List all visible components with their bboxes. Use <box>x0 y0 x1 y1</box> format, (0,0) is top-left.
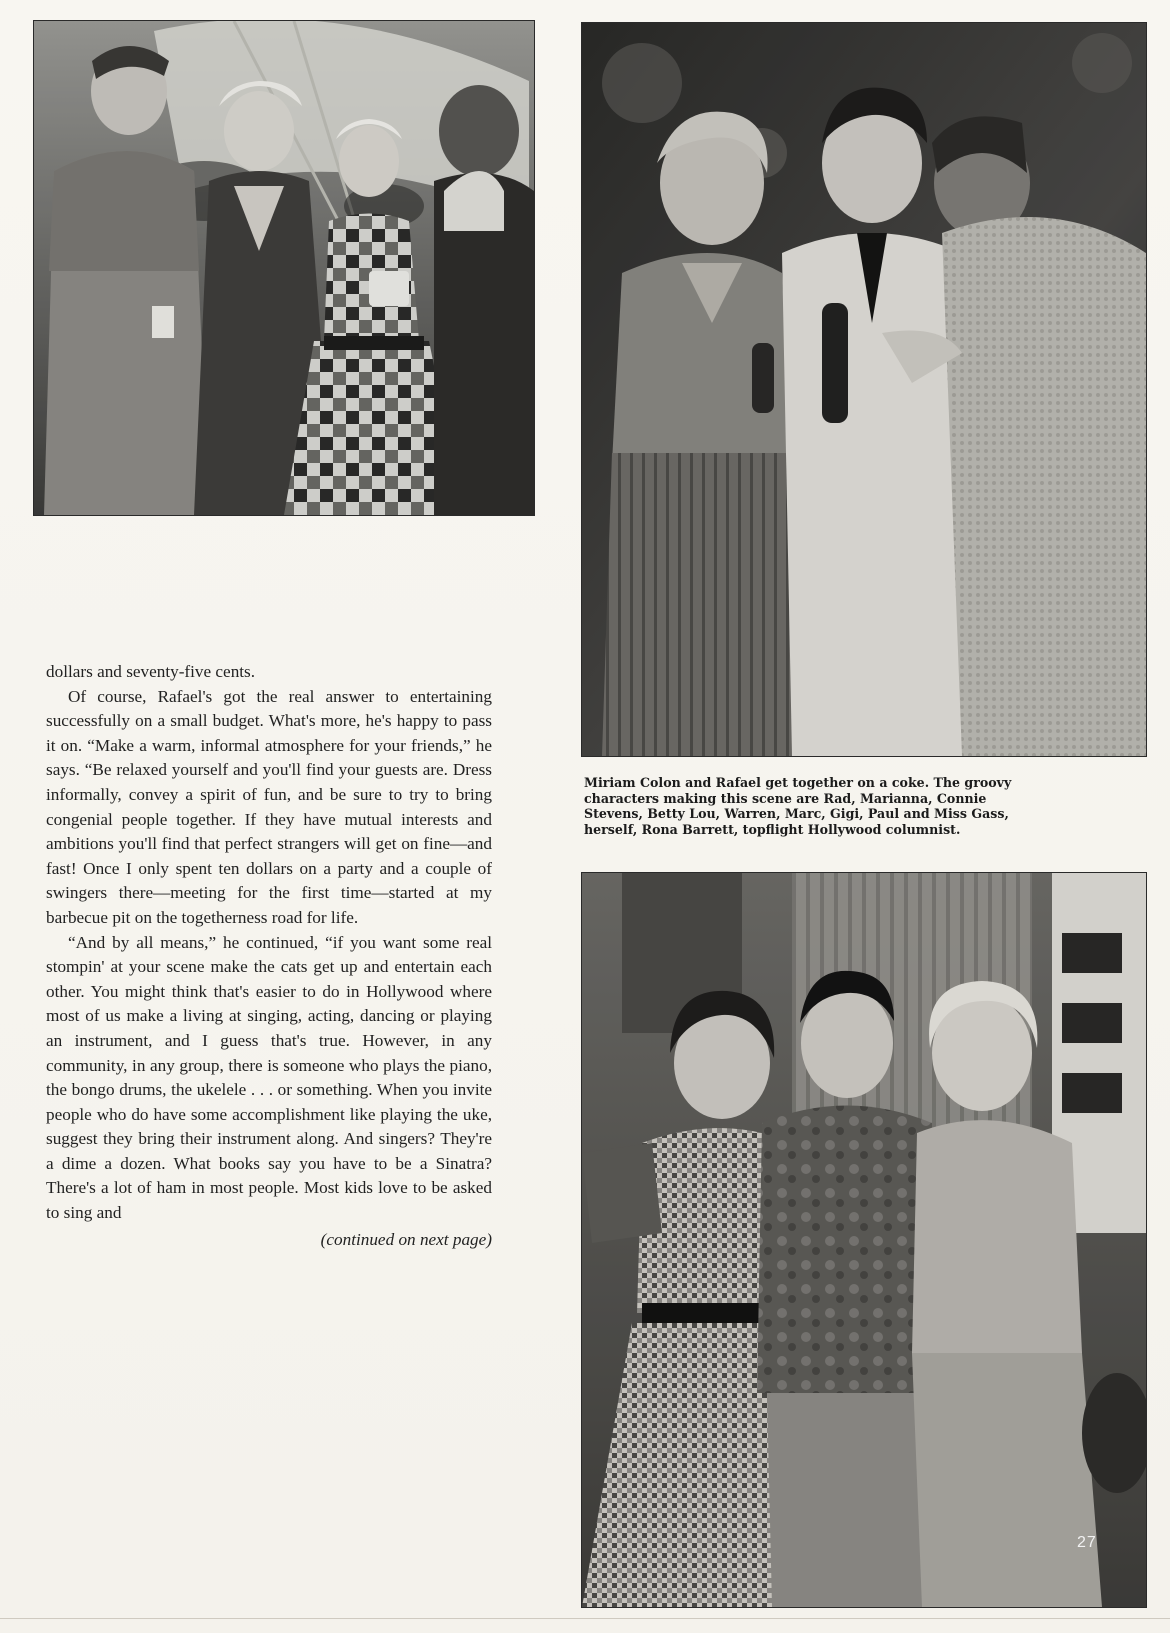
page-number: 27 <box>1077 1534 1097 1551</box>
party-photo-four-friends-image <box>34 21 534 515</box>
article-text <box>46 660 492 1252</box>
group-portrait-photo-image <box>582 873 1146 1607</box>
party-photo-four-friends <box>33 20 535 516</box>
photo-caption: Miriam Colon and Rafael get together on a coke. The groovy characters making this scene are Rad, Marianna, Connie Stevens, Betty Lou, Warren, Marc, Gigi, Paul and Miss Gass, herself, Rona Barrett, topflight Hollywood columnist. <box>584 775 1012 837</box>
article-paragraph: “And by all means,” he continued, “if you want some real stompin' at your scene make the cats get up and entertain each other. You might think that's easier to do in Hollywood where most of us make a living at singing, acting, dancing or playing an instrument, and I guess that's true. However, in any community, in any group, there is someone who plays the piano, the bongo drums, the ukelele . . . or something. When you invite people who do have some accomplishment like playing the uke, suggest they bring their instrument along. And singers? They're a dime a dozen. What books say you have to be a Sinatra? There's a lot of ham in most people. Most kids love to be asked to sing and <box>46 932 492 1223</box>
article-paragraph: dollars and seventy-five cents. <box>46 662 256 681</box>
group-portrait-photo <box>581 872 1147 1608</box>
page-bottom-edge <box>0 1618 1170 1619</box>
continued-note: (continued on next page) <box>320 1229 492 1249</box>
miriam-rafael-coke-photo <box>581 22 1147 757</box>
article-paragraph: Of course, Rafael's got the real answer to entertaining successfully on a small budget. What's more, he's happy to pass it on. “Make a warm, informal atmosphere for your friends,” he says. “Be relaxed yourself and you'll find your guests are. Dress informally, convey a spirit of fun, and be sure to try to bring congenial people together. If they have mutual interests and ambitions you'll find that perfect strangers will get on fine—and fast! Once I only spent ten dollars on a party and a couple of swingers there—meeting for the first time—started at my barbecue pit on the togetherness road for life. <box>46 686 492 927</box>
miriam-rafael-coke-photo-image <box>582 23 1146 756</box>
